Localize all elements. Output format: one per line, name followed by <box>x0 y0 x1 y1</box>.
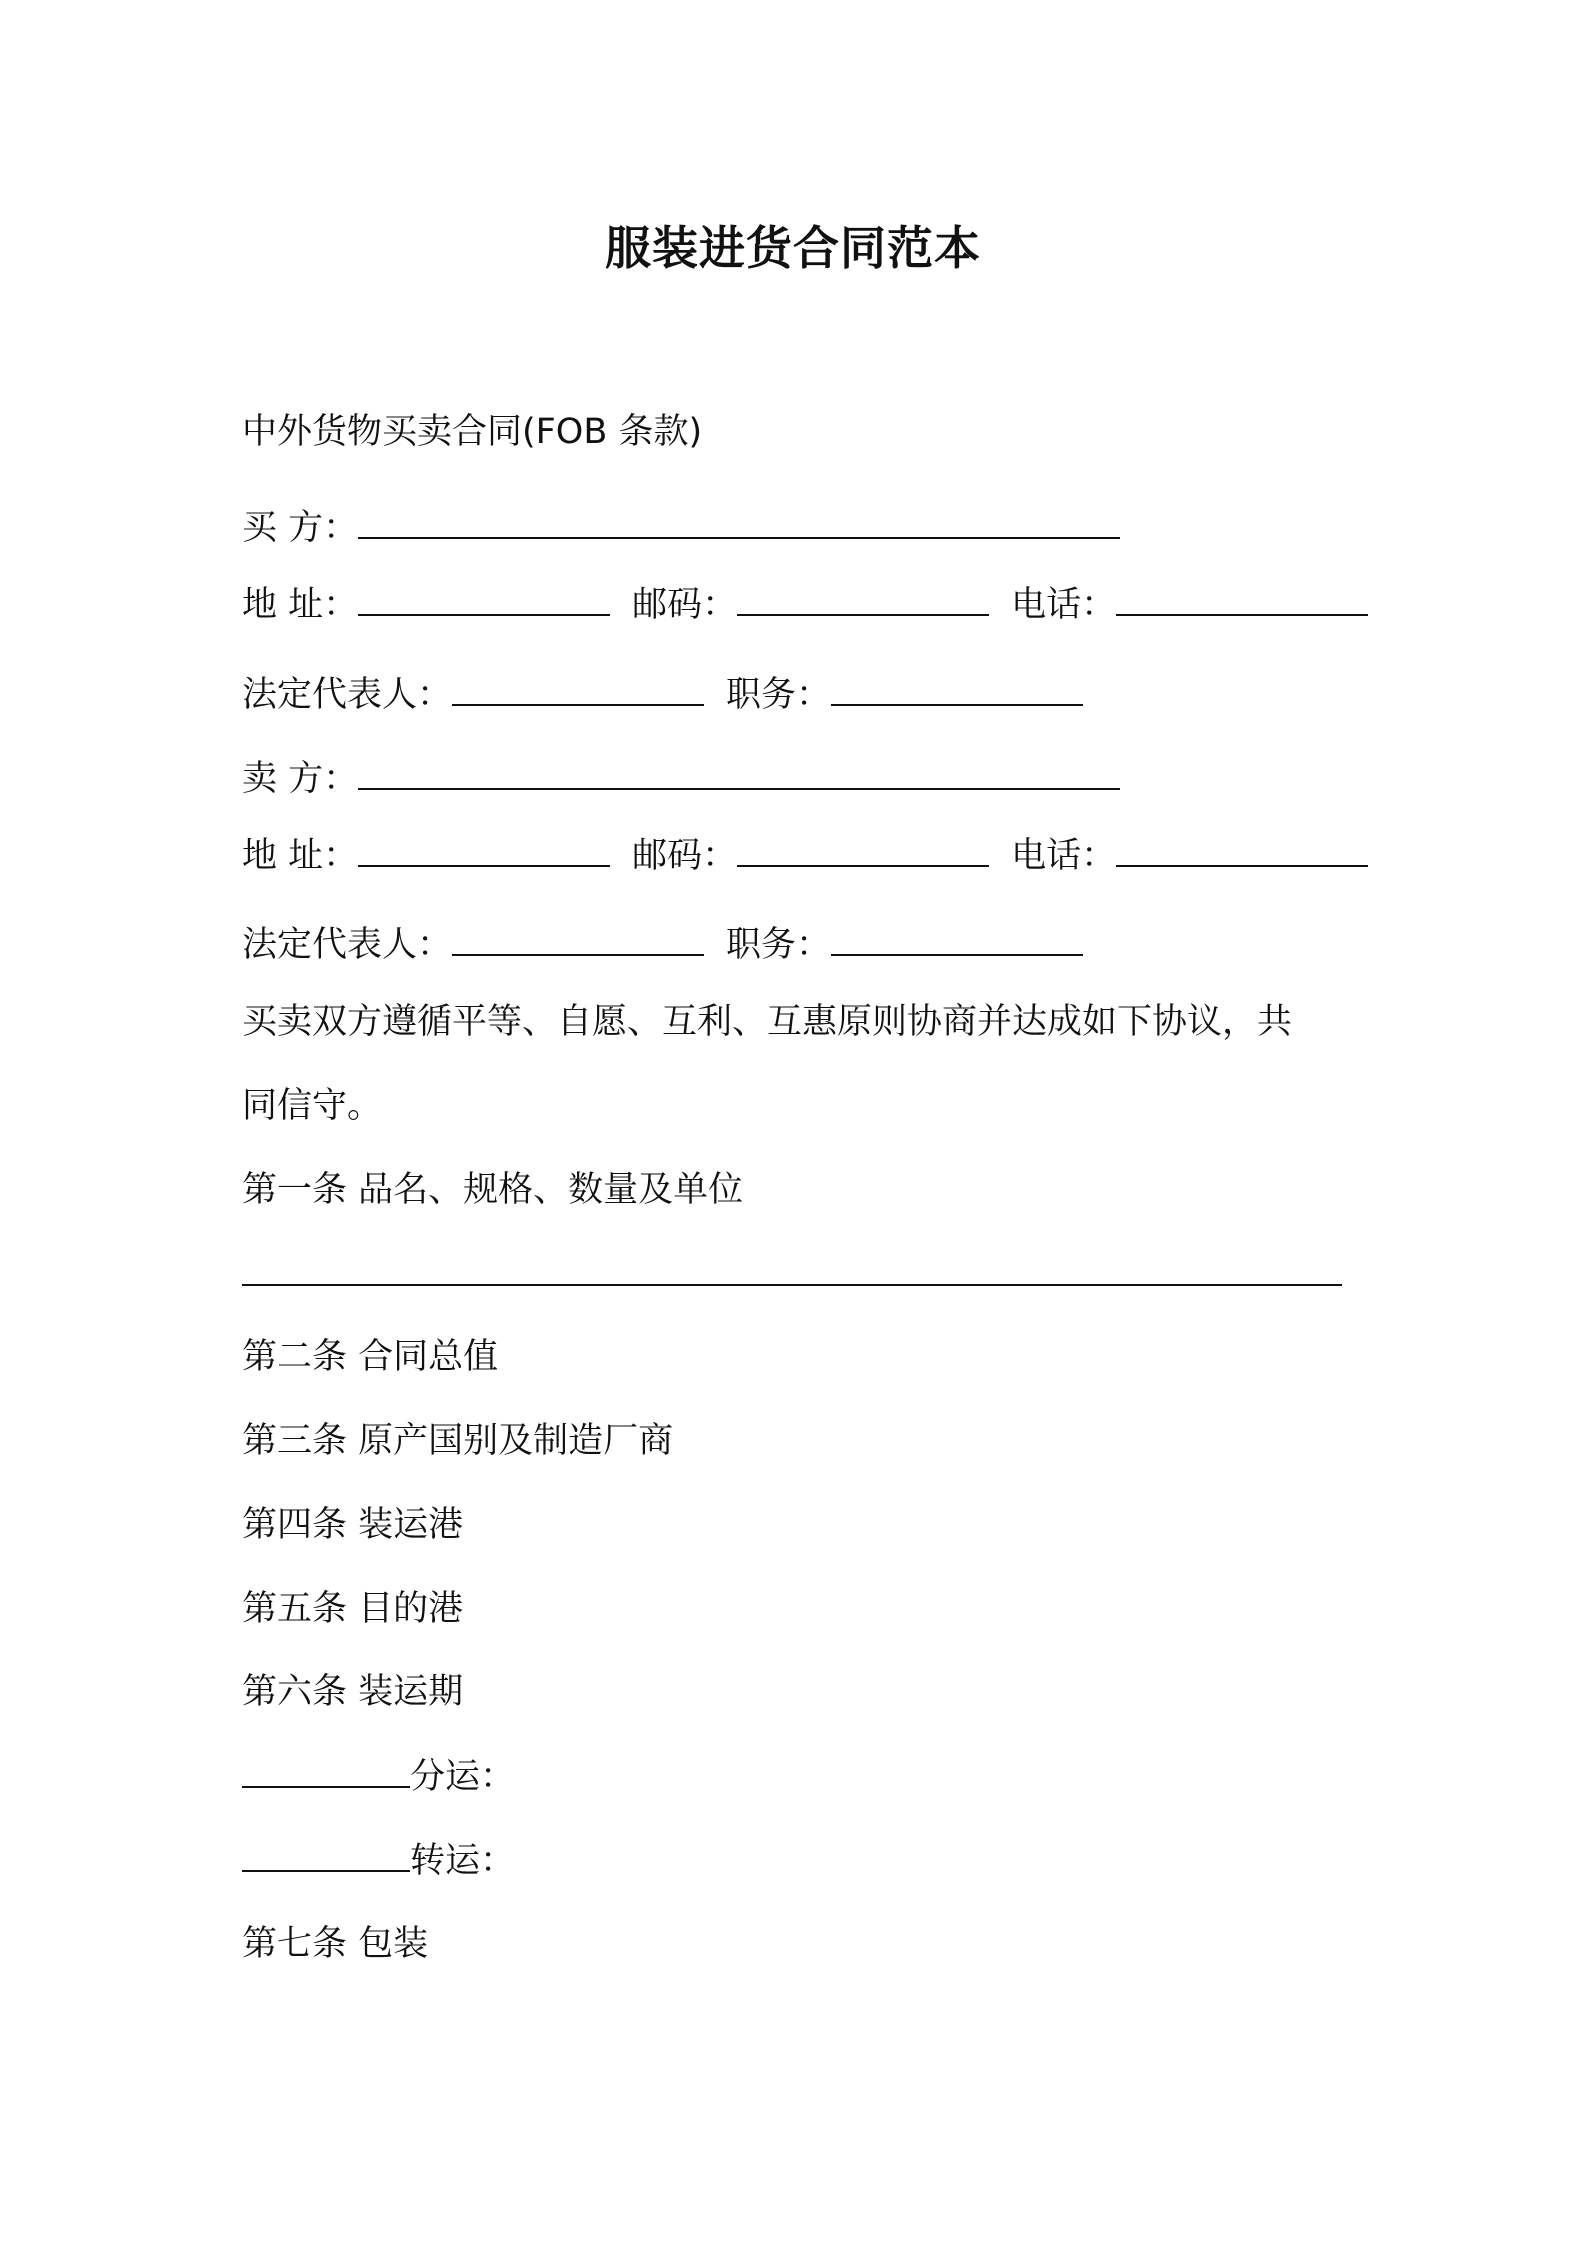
seller-phone-label: 电话： <box>1011 836 1117 876</box>
clause-7: 第七条 包装 <box>242 1924 429 1964</box>
buyer-address-label: 地 址： <box>242 585 359 625</box>
buyer-position-label: 职务： <box>726 675 832 715</box>
partial-shipment-row <box>242 1754 515 1799</box>
preamble-line-1: 买卖双方遵循平等、自愿、互利、互惠原则协商并达成如下协议，共 <box>242 1002 1293 1042</box>
seller-rep-field[interactable] <box>452 922 704 956</box>
clause-1: 第一条 品名、规格、数量及单位 <box>242 1170 744 1210</box>
buyer-name-field[interactable] <box>358 505 1120 539</box>
transshipment-field[interactable] <box>242 1838 410 1872</box>
document-title: 服装进货合同范本 <box>605 221 981 275</box>
contract-subtitle: 中外货物买卖合同(FOB 条款) <box>242 412 703 452</box>
clause-3: 第三条 原产国别及制造厂商 <box>242 1421 674 1461</box>
buyer-rep-label: 法定代表人： <box>242 675 453 715</box>
seller-name-field[interactable] <box>358 756 1120 790</box>
clause-2: 第二条 合同总值 <box>242 1337 499 1377</box>
clause-5: 第五条 目的港 <box>242 1589 464 1629</box>
clause-1-field[interactable] <box>242 1252 1342 1286</box>
clause-1-fill-row <box>242 1252 1342 1297</box>
seller-phone-field[interactable] <box>1116 833 1368 867</box>
seller-position-field[interactable] <box>831 922 1083 956</box>
buyer-postcode-field[interactable] <box>737 582 989 616</box>
buyer-rep-field[interactable] <box>452 672 704 706</box>
clause-4: 第四条 装运港 <box>242 1505 464 1545</box>
buyer-address-row <box>242 582 1368 627</box>
buyer-phone-label: 电话： <box>1011 585 1117 625</box>
buyer-postcode-label: 邮码： <box>632 585 738 625</box>
buyer-position-field[interactable] <box>831 672 1083 706</box>
seller-label: 卖 方： <box>242 759 359 799</box>
seller-address-label: 地 址： <box>242 836 359 876</box>
transshipment-row <box>242 1838 515 1883</box>
preamble-line-2: 同信守。 <box>242 1086 383 1126</box>
seller-postcode-field[interactable] <box>737 833 989 867</box>
buyer-label: 买 方： <box>242 508 359 548</box>
buyer-phone-field[interactable] <box>1116 582 1368 616</box>
partial-shipment-field[interactable] <box>242 1754 410 1788</box>
buyer-row <box>242 505 1120 550</box>
transshipment-label: 转运： <box>410 1841 516 1881</box>
seller-address-field[interactable] <box>358 833 610 867</box>
seller-rep-row <box>242 922 1083 967</box>
seller-address-row <box>242 833 1368 878</box>
clause-6: 第六条 装运期 <box>242 1672 464 1712</box>
buyer-address-field[interactable] <box>358 582 610 616</box>
seller-row <box>242 756 1120 801</box>
seller-postcode-label: 邮码： <box>632 836 738 876</box>
seller-rep-label: 法定代表人： <box>242 925 453 965</box>
partial-shipment-label: 分运： <box>410 1757 516 1797</box>
buyer-rep-row <box>242 672 1083 717</box>
seller-position-label: 职务： <box>726 925 832 965</box>
